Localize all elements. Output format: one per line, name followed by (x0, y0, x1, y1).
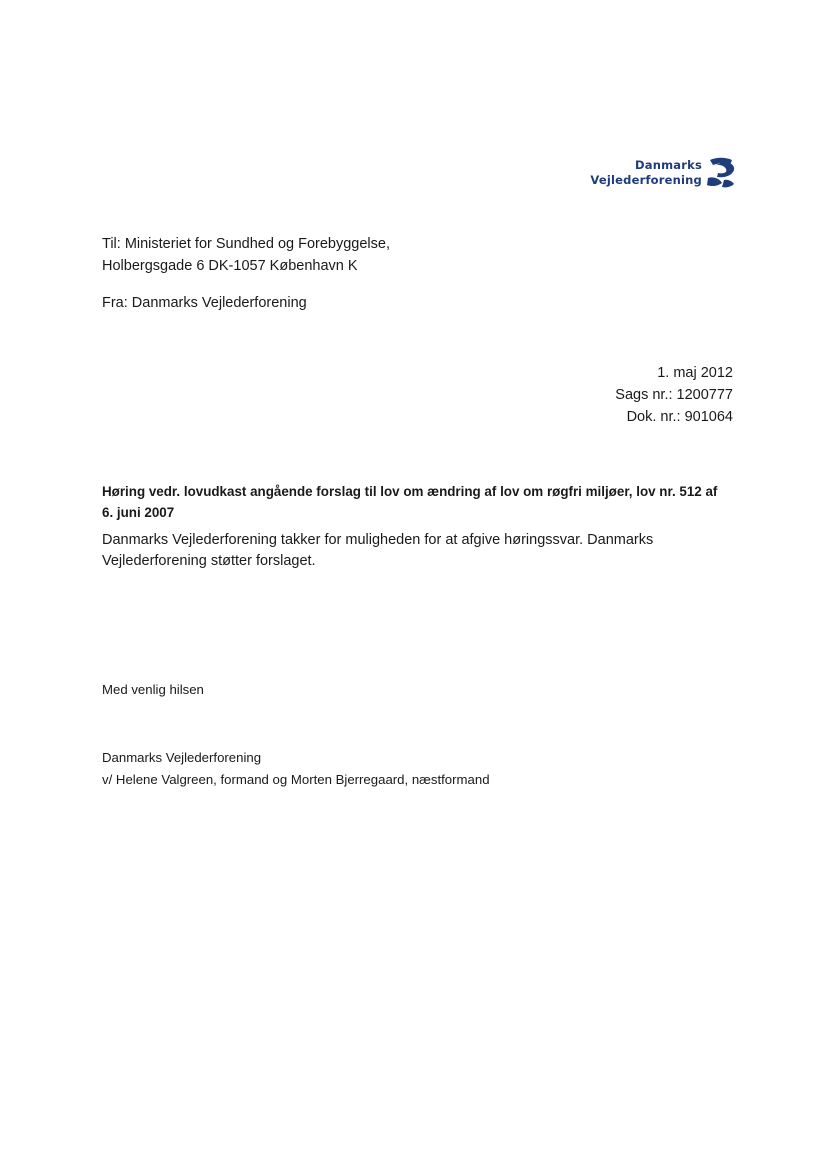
signature-block (102, 747, 490, 791)
letter-date: 1. maj 2012 (657, 365, 733, 381)
signature-signers: v/ Helene Valgreen, formand og Morten Bjerregaard, næstformand (102, 772, 490, 787)
case-number: Sags nr.: 1200777 (615, 387, 733, 403)
logo-text-line-1: Danmarks (634, 158, 702, 172)
sender-block (102, 292, 307, 314)
signature-organization: Danmarks Vejlederforening (102, 750, 262, 765)
recipient-block (102, 233, 390, 277)
recipient-line-1: Til: Ministeriet for Sundhed og Forebyggelse, (102, 236, 390, 252)
reference-block (615, 362, 733, 428)
organization-emblem-icon (704, 156, 738, 190)
sender-line: Fra: Danmarks Vejlederforening (102, 295, 307, 311)
closing-greeting: Med venlig hilsen (102, 682, 204, 697)
body-paragraph: Danmarks Vejlederforening takker for muligheden for at afgive høringssvar. Danmarks Vejlederforening støtter forslaget. (102, 532, 654, 569)
organization-logo (590, 156, 742, 192)
recipient-line-2: Holbergsgade 6 DK-1057 København K (102, 258, 358, 274)
subject-heading: Høring vedr. lovudkast angående forslag til lov om ændring af lov om røgfri miljøer, lov nr. 512 af 6. juni 2007 (102, 484, 718, 520)
logo-text (590, 158, 702, 188)
logo-text-line-2: Vejlederforening (590, 173, 702, 187)
document-number: Dok. nr.: 901064 (626, 409, 733, 425)
